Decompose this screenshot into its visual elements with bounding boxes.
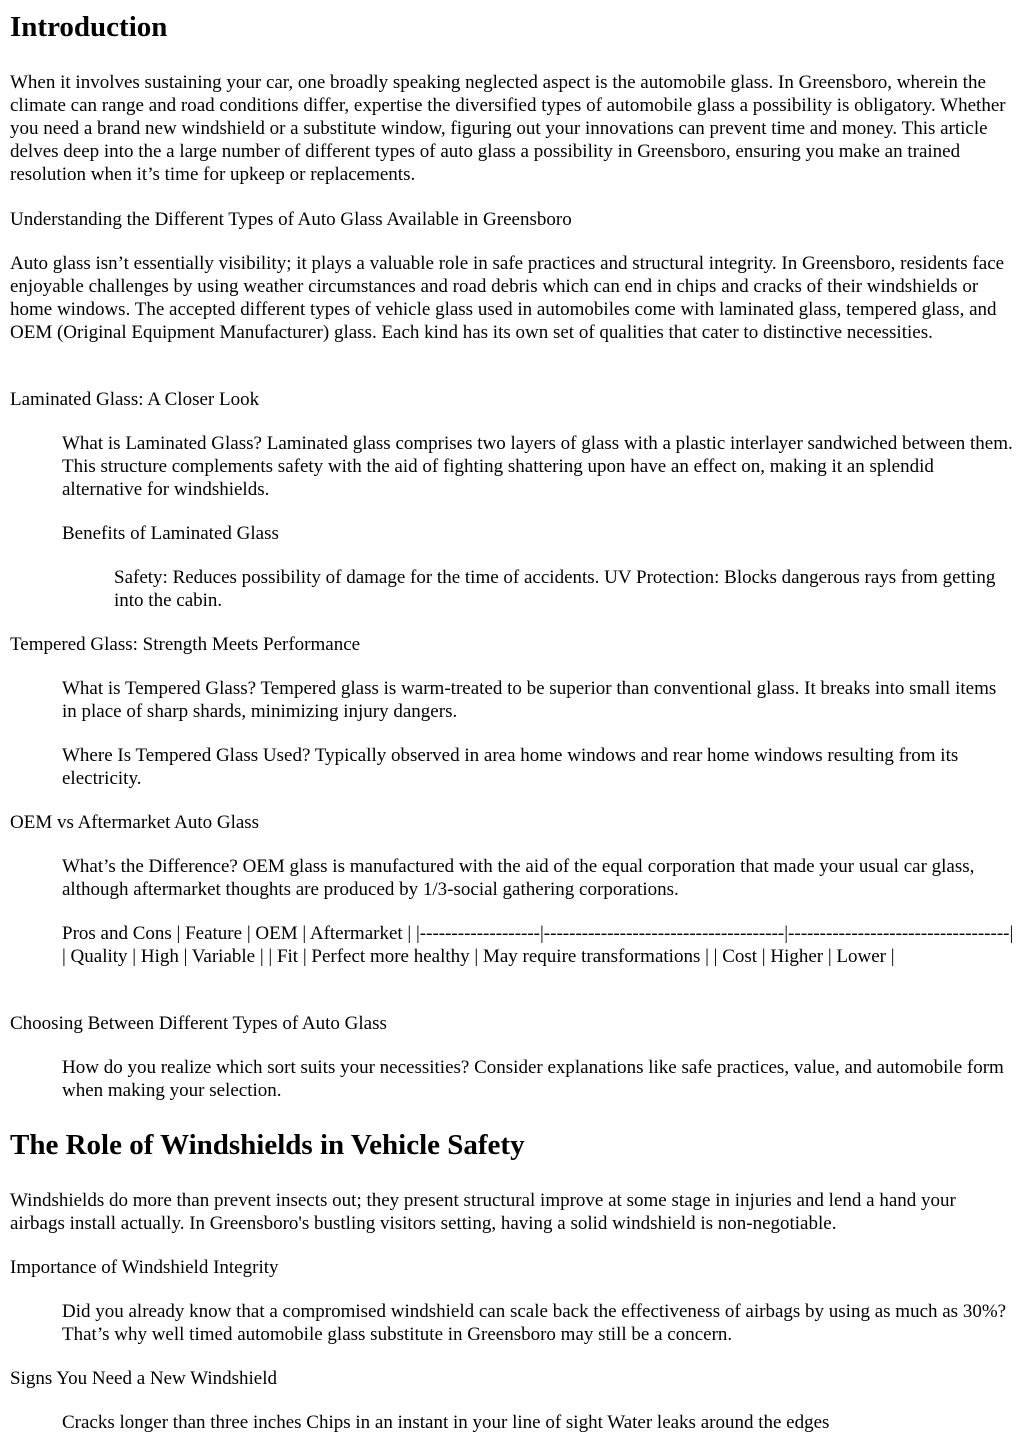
role-paragraph: Windshields do more than prevent insects out; they present structural improve at some stage in injuries and lend a hand your airbags install actually. In Greensboro's bustling visitors setting, having a solid windshield is non-negotiable. xyxy=(10,1190,956,1234)
laminated-what-paragraph: What is Laminated Glass? Laminated glass comprises two layers of glass with a plastic interlayer sandwiched between them. This structure complements safety with the aid of fighting shattering upon have an effect on, making it an splendid alternative for windshields. xyxy=(62,433,1013,500)
understanding-heading: Understanding the Different Types of Auto Glass Available in Greensboro xyxy=(10,209,572,230)
signs-heading: Signs You Need a New Windshield xyxy=(10,1368,277,1389)
signs-list-paragraph: Cracks longer than three inches Chips in an instant in your line of sight Water leaks around the edges xyxy=(62,1412,830,1433)
role-heading: The Role of Windshields in Vehicle Safety xyxy=(10,1129,525,1161)
laminated-benefits-paragraph: Safety: Reduces possibility of damage for the time of accidents. UV Protection: Blocks dangerous rays from getting into the cabin. xyxy=(114,567,996,611)
integrity-heading: Importance of Windshield Integrity xyxy=(10,1257,279,1278)
laminated-benefits-heading: Benefits of Laminated Glass xyxy=(62,523,279,544)
oem-pros-cons-table-text: Pros and Cons | Feature | OEM | Aftermarket | |-------------------|--------------------------------------|-----------------------------------| | Quality | High | Variable | | Fit | Perfect more healthy | May require transformations | | Cost | Higher | Lower | xyxy=(62,923,1014,967)
tempered-heading: Tempered Glass: Strength Meets Performance xyxy=(10,634,361,655)
choosing-heading: Choosing Between Different Types of Auto Glass xyxy=(10,1013,387,1034)
laminated-heading: Laminated Glass: A Closer Look xyxy=(10,389,260,410)
intro-heading: Introduction xyxy=(10,11,168,43)
tempered-what-paragraph: What is Tempered Glass? Tempered glass is warm-treated to be superior than conventional glass. It breaks into small items in place of sharp shards, minimizing injury dangers. xyxy=(62,678,997,722)
integrity-paragraph: Did you already know that a compromised windshield can scale back the effectiveness of airbags by using as much as 30%? That’s why well timed automobile glass substitute in Greensboro may still be a concern. xyxy=(62,1301,1007,1345)
oem-heading: OEM vs Aftermarket Auto Glass xyxy=(10,812,260,833)
oem-difference-paragraph: What’s the Difference? OEM glass is manufactured with the aid of the equal corporation that made your usual car glass, although aftermarket thoughts are produced by 1/3-social gathering corporations. xyxy=(62,856,975,900)
understanding-paragraph: Auto glass isn’t essentially visibility; it plays a valuable role in safe practices and structural integrity. In Greensboro, residents face enjoyable challenges by using weather circumstances and road debris which can end in chips and cracks of their windshields or home windows. The accepted different types of vehicle glass used in automobiles come with laminated glass, tempered glass, and OEM (Original Equipment Manufacturer) glass. Each kind has its own set of qualities that cater to distinctive necessities. xyxy=(10,253,1005,343)
tempered-where-paragraph: Where Is Tempered Glass Used? Typically observed in area home windows and rear home windows resulting from its electricity. xyxy=(62,745,959,789)
choosing-how-paragraph: How do you realize which sort suits your necessities? Consider explanations like safe practices, value, and automobile form when making your selection. xyxy=(62,1057,1004,1101)
intro-paragraph: When it involves sustaining your car, one broadly speaking neglected aspect is the automobile glass. In Greensboro, wherein the climate can range and road conditions differ, expertise the diversified types of automobile glass a possibility is obligatory. Whether you need a brand new windshield or a substitute window, figuring out your innovations can prevent time and money. This article delves deep into the a large number of different types of auto glass a possibility in Greensboro, ensuring you make an trained resolution when it’s time for upkeep or replacements. xyxy=(10,72,1006,185)
